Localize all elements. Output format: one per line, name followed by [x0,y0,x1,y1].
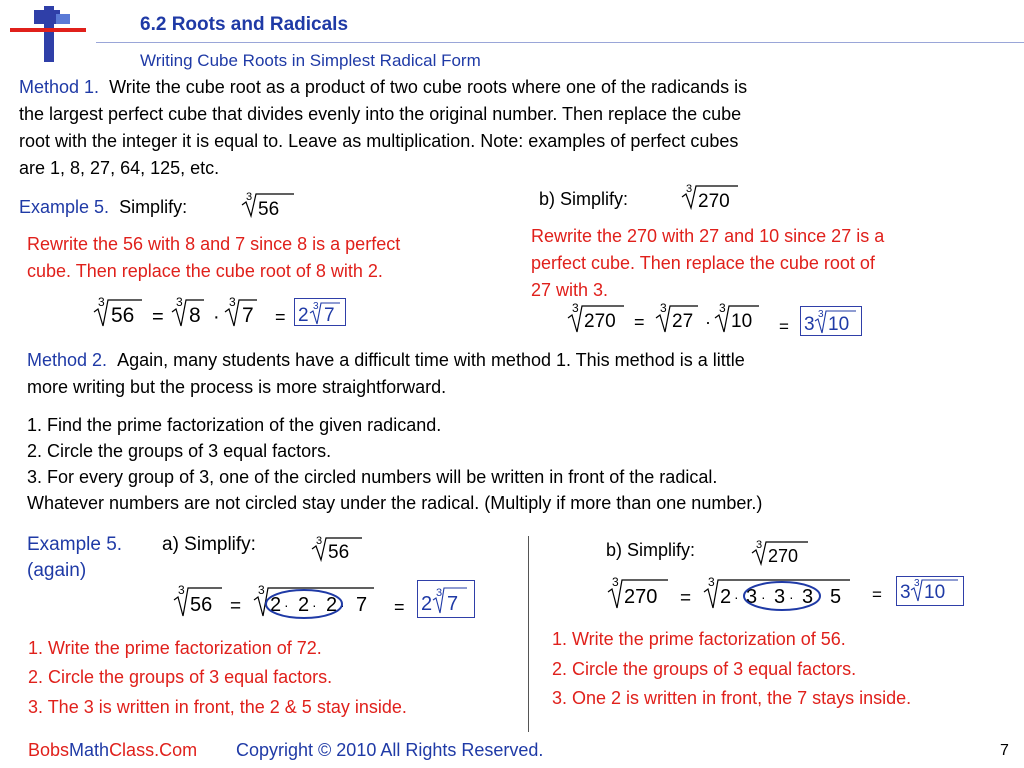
svg-text:3: 3 [818,309,824,320]
footer-copyright: Copyright © 2010 All Rights Reserved. [236,740,544,760]
svg-text:270: 270 [584,311,616,332]
svg-text:56: 56 [328,542,350,563]
example5-prompt [19,193,187,221]
svg-text:2: 2 [421,593,433,615]
svg-text:2: 2 [720,586,732,608]
svg-text:·: · [284,597,289,613]
svg-text:3: 3 [914,578,920,589]
example5b-prompt: b) Simplify: [539,189,629,209]
page-subtitle: Writing Cube Roots in Simplest Radical Form [140,51,481,70]
svg-text:3: 3 [746,586,758,608]
svg-text:=: = [394,597,405,617]
svg-text:3: 3 [660,301,667,315]
svg-text:7: 7 [356,594,368,616]
svg-text:3: 3 [612,575,619,589]
svg-text:10: 10 [731,311,753,332]
example5b-equation [566,298,806,338]
method2-paragraph [27,347,1017,401]
svg-text:3: 3 [313,301,319,312]
example5-again-note: 1. Write the prime factorization of 72. [28,638,322,658]
example5-again-b-radical [750,536,812,568]
svg-text:3: 3 [804,314,815,335]
svg-text:·: · [705,312,711,332]
svg-text:56: 56 [190,594,213,616]
example5b-note-line1: Rewrite the 270 with 27 and 10 since 27 is a [531,226,885,246]
method2-step: 1. Find the prime factorization of the given radicand. [27,415,442,435]
svg-text:3: 3 [436,587,443,599]
svg-text:=: = [872,585,882,604]
method1-line2: the largest perfect cube that divides evenly into the original number. Then replace the cube [19,104,742,124]
svg-text:3: 3 [802,586,814,608]
svg-text:27: 27 [672,311,694,332]
page-title: 6.2 Roots and Radicals [140,14,349,35]
footer-site [28,740,197,761]
svg-text:270: 270 [698,191,730,212]
footer-math: Math [69,740,110,760]
svg-text:·: · [213,306,220,328]
example5-again-label: Example 5. [27,534,123,555]
svg-text:=: = [152,306,164,328]
svg-text:3: 3 [708,575,715,589]
example5-again-b-note: 3. One 2 is written in front, the 7 stays inside. [552,688,912,708]
svg-text:2: 2 [298,305,309,326]
svg-text:·: · [817,589,822,605]
svg-text:·: · [789,589,794,605]
footer-bobs: Bobs [28,740,70,760]
svg-text:270: 270 [624,586,658,608]
example5-again-label2: (again) [27,560,87,581]
method2-step: 2. Circle the groups of 3 equal factors. [27,441,332,461]
svg-text:3: 3 [178,583,185,597]
svg-text:3: 3 [246,191,253,203]
example5-again-b-equation [606,572,906,616]
svg-text:=: = [779,317,789,336]
svg-text:·: · [761,589,766,605]
svg-text:7: 7 [324,305,335,326]
method2-step: Whatever numbers are not circled stay under the radical. (Multiply if more than one number.) [27,493,763,513]
svg-text:3: 3 [900,582,911,603]
example5-simplify: Simplify: [119,197,188,217]
example5b-radical [680,180,742,212]
svg-text:3: 3 [719,301,726,315]
method2-line1: Again, many students have a difficult time with method 1. This method is a little [117,350,745,370]
example5-again-note: 2. Circle the groups of 3 equal factors. [28,667,333,687]
example5-note-line2: cube. Then replace the cube root of 8 with 2. [27,261,383,281]
example5-again-b-prompt: b) Simplify: [606,540,696,560]
svg-text:3: 3 [229,295,236,309]
example5-again-equation [172,580,422,624]
svg-text:2: 2 [298,594,310,616]
method1-paragraph [19,74,1009,182]
example5-again-b-note: 1. Write the prime factorization of 56. [552,629,846,649]
svg-text:56: 56 [258,199,280,220]
example5b-note-line2: perfect cube. Then replace the cube root of [531,253,875,273]
page-number: 7 [1000,742,1009,759]
svg-text:5: 5 [830,586,842,608]
svg-text:=: = [634,312,645,332]
svg-text:3: 3 [756,539,763,551]
svg-text:8: 8 [189,304,201,327]
svg-text:·: · [734,589,739,605]
header-rule [96,42,1024,43]
svg-text:=: = [680,588,692,609]
example5-answer [296,298,346,328]
example5b-answer [802,306,862,336]
svg-text:3: 3 [176,295,183,309]
example5-again-b-answer [898,576,964,606]
svg-text:7: 7 [242,304,254,327]
example5-again-radical [310,532,370,564]
svg-text:3: 3 [686,183,693,195]
example5-again-prompt: a) Simplify: [162,534,256,555]
svg-text:10: 10 [924,582,946,603]
method2-label: Method 2. [27,350,108,370]
svg-text:·: · [312,597,317,613]
method1-line4: are 1, 8, 27, 64, 125, etc. [19,158,220,178]
svg-text:3: 3 [572,301,579,315]
column-divider [528,536,529,732]
method1-line1: Write the cube root as a product of two cube roots where one of the radicands is [109,77,748,97]
example5-label: Example 5. [19,197,110,217]
footer-class: Class.Com [109,740,198,760]
svg-text:270: 270 [768,546,799,566]
svg-text:3: 3 [258,583,265,597]
svg-text:2: 2 [326,594,338,616]
svg-text:=: = [275,307,286,327]
method1-line3: root with the integer it is equal to. Leave as multiplication. Note: examples of perfect cubes [19,131,739,151]
example5b-note-line3: 27 with 3. [531,280,609,300]
method2-step: 3. For every group of 3, one of the circled numbers will be written in front of the radical. [27,467,718,487]
example5-note-line1: Rewrite the 56 with 8 and 7 since 8 is a perfect [27,234,401,254]
example5-radical [238,188,298,220]
example5-again-b-note: 2. Circle the groups of 3 equal factors. [552,659,857,679]
method1-label: Method 1. [19,77,100,97]
svg-text:3: 3 [98,295,105,309]
svg-text:56: 56 [111,304,135,327]
method2-line2: more writing but the process is more straightforward. [27,377,447,397]
svg-text:7: 7 [447,593,459,615]
svg-text:3: 3 [774,586,786,608]
svg-text:=: = [230,596,242,617]
example5-again-answer [419,583,475,617]
svg-text:10: 10 [828,314,850,335]
svg-text:·: · [340,597,345,613]
method2-steps [27,412,1017,516]
svg-text:2: 2 [270,594,282,616]
example5-again-note: 3. The 3 is written in front, the 2 & 5 stay inside. [28,697,407,717]
svg-text:3: 3 [316,535,323,547]
